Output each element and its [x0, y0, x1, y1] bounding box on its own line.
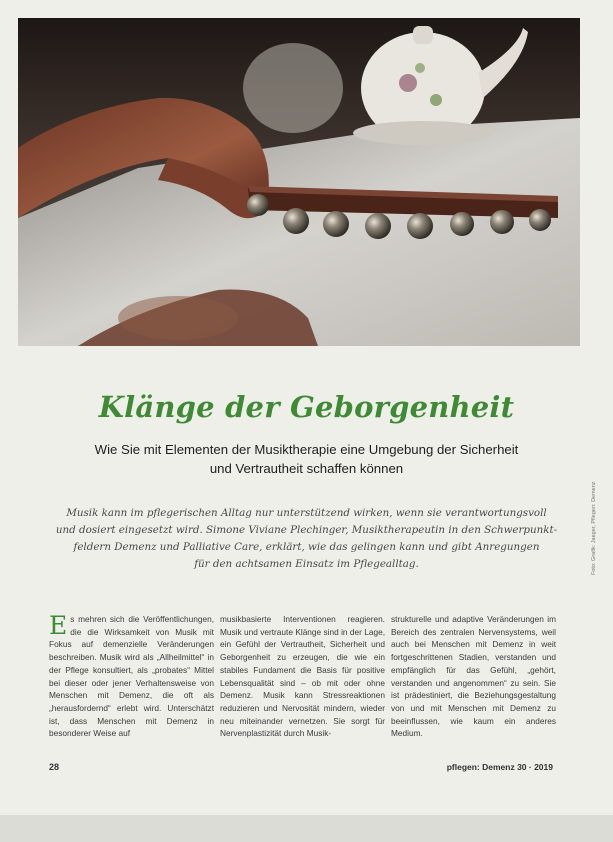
body-column-3	[391, 613, 556, 740]
scan-edge	[0, 815, 613, 842]
photo-credit: Foto: Grafik: Jaeger, Pflegen: Demenz	[591, 481, 597, 575]
magazine-issue: pflegen: Demenz 30 · 2019	[446, 762, 553, 772]
drop-cap: E	[49, 611, 68, 640]
lead-line: feldern Demenz und Palliative Care, erklärt, wie das gelingen kann und gibt Anregungen	[73, 541, 540, 553]
lead-line: und dosiert eingesetzt wird. Simone Viviane Plechinger, Musiktherapeutin in den Schwerpunkt-	[55, 524, 558, 536]
body-columns	[49, 613, 554, 751]
article-subtitle	[40, 440, 573, 478]
body-text: strukturelle und adaptive Veränderungen im Bereich des zentralen Nervensystems, weil auch bei Menschen mit Demenz in weit fortgeschrittenen Stadien, verstanden und empfänglich für das Gefühl, „gehört, verstanden und angenommen“ zu sein. Sie ist prädestiniert, die Beziehungsgestaltung von und mit Menschen mit Demenz zu beeinflussen, wie kaum ein anderes Medium.	[391, 614, 556, 739]
body-column-1	[49, 613, 214, 740]
body-column-2	[220, 613, 385, 740]
hero-photo	[18, 18, 580, 346]
hero-photo-illustration	[18, 18, 580, 346]
lead-line: Musik kann im pflegerischen Alltag nur unterstützend wirken, wenn sie verantwortungsvoll	[66, 507, 547, 519]
article-title: Klänge der Geborgenheit	[98, 390, 515, 424]
lead-line: für den achtsamen Einsatz im Pflegealltag.	[194, 558, 419, 570]
body-text: s mehren sich die Veröffentlichungen, die die Wirksamkeit von Musik mit Fokus auf demenzielle Veränderungen beschreiben. Musik wird als „Allheilmittel“ in der Pflege konsultiert, als „probates“ Mittel bei dieser oder jener Verhaltensweise von Menschen mit Demenz, die oft als „herausfordernd“ erlebt wird. Unterschätzt ist, dass Menschen mit Demenz in besonderer Weise auf	[49, 614, 214, 739]
subtitle-line: und Vertrautheit schaffen können	[209, 461, 404, 476]
body-text: musikbasierte Interventionen reagieren. Musik und vertraute Klänge sind in der Lage, ein Gefühl der Vertrautheit, Sicherheit und Geborgenheit zu erzeugen, die wie ein stabiles Fundament die Basis für positive Lebensqualität sind – ob mit oder ohne Demenz. Musik kann Stressreaktionen reduzieren und Nervosität mindern, wieder neu miteinander vernetzen. Sie sorgt für Nervenplastizität durch Musik-	[220, 614, 385, 739]
page-number: 28	[49, 762, 60, 772]
article-lead	[52, 505, 561, 573]
subtitle-line: Wie Sie mit Elementen der Musiktherapie eine Umgebung der Sicherheit	[94, 442, 519, 457]
